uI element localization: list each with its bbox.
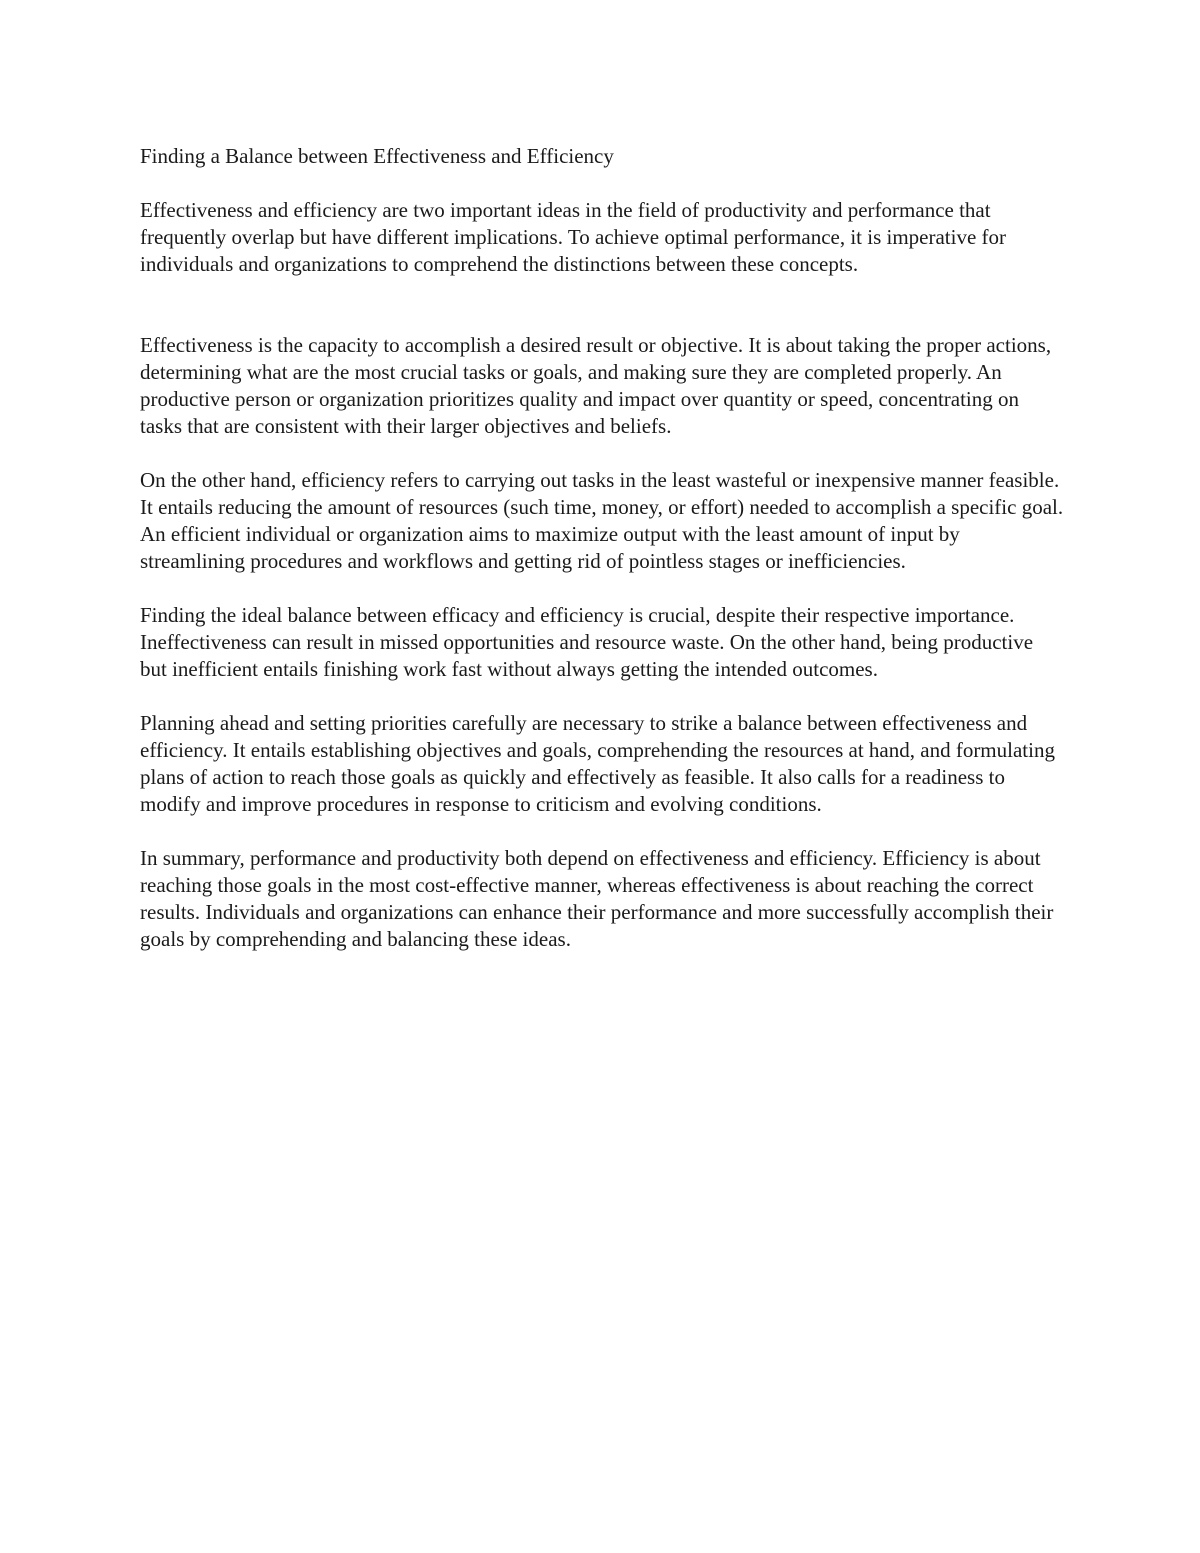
paragraph-balance: Finding the ideal balance between efficacy and efficiency is crucial, despite their respective importance. Ineffectiveness can result in missed opportunities and resource waste. On the other hand, being productive but inefficient entails finishing work fast without always getting the intended outcomes. <box>140 603 1034 681</box>
document-title: Finding a Balance between Effectiveness and Efficiency <box>140 144 614 168</box>
document-body <box>140 143 1065 980</box>
paragraph-effectiveness: Effectiveness is the capacity to accomplish a desired result or objective. It is about taking the proper actions, determining what are the most crucial tasks or goals, and making sure they are completed properly. An productive person or organization prioritizes quality and impact over quantity or speed, concentrating on tasks that are consistent with their larger objectives and beliefs. <box>140 333 1052 438</box>
paragraph-efficiency: On the other hand, efficiency refers to carrying out tasks in the least wasteful or inexpensive manner feasible. It entails reducing the amount of resources (such time, money, or effort) needed to accomplish a specific goal. An efficient individual or organization aims to maximize output with the least amount of input by streamlining procedures and workflows and getting rid of pointless stages or inefficiencies. <box>140 468 1064 573</box>
paragraph-introduction: Effectiveness and efficiency are two important ideas in the field of productivity and performance that frequently overlap but have different implications. To achieve optimal performance, it is imperative for individuals and organizations to comprehend the distinctions between these concepts. <box>140 198 1007 276</box>
paragraph-summary: In summary, performance and productivity both depend on effectiveness and efficiency. Efficiency is about reaching those goals in the most cost-effective manner, whereas effectiveness is about reaching the correct results. Individuals and organizations can enhance their performance and more successfully accomplish their goals by comprehending and balancing these ideas. <box>140 846 1054 951</box>
paragraph-planning: Planning ahead and setting priorities carefully are necessary to strike a balance between effectiveness and efficiency. It entails establishing objectives and goals, comprehending the resources at hand, and formulating plans of action to reach those goals as quickly and effectively as feasible. It also calls for a readiness to modify and improve procedures in response to criticism and evolving conditions. <box>140 711 1055 816</box>
